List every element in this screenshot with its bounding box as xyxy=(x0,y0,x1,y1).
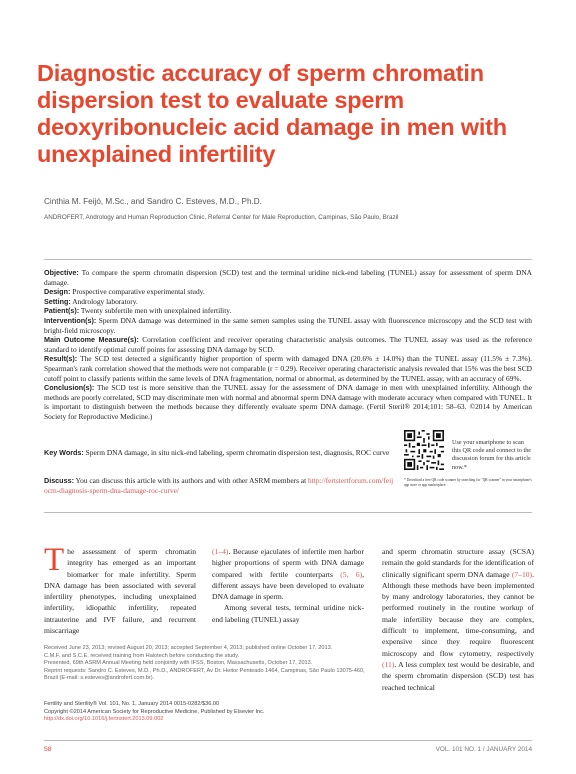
keywords-text: Sperm DNA damage, in situ nick-end labeling, sperm chromatin dispersion test, diagnosis, ROC curve xyxy=(85,448,390,457)
design-label: Design: xyxy=(44,287,71,297)
page-number: 58 xyxy=(44,746,52,753)
setting-label: Setting: xyxy=(44,296,71,306)
footnote-reprint: Reprint requests: Sandro C. Esteves, M.D., Ph.D., ANDROFERT, Av Dr. Heitor Penteado 1464, Campinas, São Paulo 13075-460, Brazil (E-mail: s.esteves@androfert.com.br). xyxy=(44,667,365,681)
keywords xyxy=(44,448,399,458)
article-footnotes xyxy=(44,645,366,683)
footer-rule xyxy=(44,740,532,741)
body-col3-text: and sperm chromatin structure assay (SCSA) remain the gold standards for the identification of clinically significant sperm DNA damage xyxy=(382,547,534,579)
abstract xyxy=(44,268,532,422)
doi-link[interactable]: http://dx.doi.org/10.1016/j.fertnstert.2013.09.002 xyxy=(44,716,164,723)
setting-text: Andrology laboratory. xyxy=(72,296,138,306)
citation[interactable]: (7–10) xyxy=(511,569,533,579)
journal-copyright: Copyright ©2014 American Society for Reproductive Medicine, Published by Elsevier Inc. xyxy=(44,708,265,715)
body-column-1 xyxy=(44,546,196,636)
results-text: The SCD test detected a significantly higher proportion of sperm with damaged DNA (20.6% ± 14.0%) than the TUNEL assay (11.5% ± 7.3%). Spearman's rank correlation showed that the methods were not comparable (r = 0.29). Receiver operating characteristic analysis revealed that 15% was the best SCD cutoff point to classify patients within the same levels of DNA fragmentation, normal or abnormal, as determined by the TUNEL assay, with an accuracy of 69%. xyxy=(44,354,532,383)
qr-caption: Use your smartphone to scan this QR code and connect to the discussion forum for this article now.* xyxy=(452,439,532,471)
design-text: Prospective comparative experimental study. xyxy=(72,287,205,297)
objective-text: To compare the sperm chromatin dispersion (SCD) test and the terminal uridine nick-end labeling (TUNEL) assay for assessment of sperm DNA damage. xyxy=(44,268,532,287)
conclusions-label: Conclusion(s): xyxy=(44,383,95,393)
article-title: Diagnostic accuracy of sperm chromatin dispersion test to evaluate sperm deoxyribonucleic acid damage in men with unexplained infertility xyxy=(37,60,507,167)
affiliation: ANDROFERT, Andrology and Human Reproduction Clinic, Referral Center for Male Reproduction, Campinas, São Paulo, Brazil xyxy=(44,214,399,221)
footnote-received: Received June 23, 2013; revised August 20, 2013; accepted September 4, 2013; published online October 17, 2013. xyxy=(44,645,333,651)
qr-footnote: * Download a free QR code scanner by searching for "QR scanner" in your smartphone's app store or app marketplace. xyxy=(404,478,532,487)
body-column-3 xyxy=(382,546,534,693)
citation[interactable]: (11) xyxy=(382,659,395,669)
outcome-text: Correlation coefficient and receiver operating characteristic analysis outcomes. The TUNEL assay was used as the reference standard to identify optimal cutoff points for assessing DNA damage by SCD. xyxy=(44,335,532,354)
citation[interactable]: (1–4) xyxy=(212,547,229,556)
patients-label: Patient(s): xyxy=(44,306,80,316)
drop-cap: T xyxy=(44,546,65,578)
footnote-training: C.M.F. and S.C.E. received training from Halotech before conducting the study. xyxy=(44,652,240,659)
body-col3-text-b: . Although these methods have been implemented by many andrology laboratories, they cannot be performed routinely in the routine workup of male infertility because they are complex, difficult to implement, time-consuming, and expensive since they require fluorescent microscopy and flow cytometry, respectively xyxy=(382,569,534,658)
issue-info: VOL. 101 NO. 1 / JANUARY 2014 xyxy=(435,746,532,753)
journal-citation: Fertility and Sterility® Vol. 101, No. 1, January 2014 0015-0282/$36.00 xyxy=(44,701,220,707)
interventions-text: Sperm DNA damage was determined in the same semen samples using the TUNEL assay with fluorescence microscopy and the SCD test with bright-field microscopy. xyxy=(44,315,532,335)
keywords-label: Key Words: xyxy=(44,448,84,457)
body-col2-text-b: , different assays have been developed to evaluate DNA damage in sperm. xyxy=(212,569,365,602)
results-label: Result(s): xyxy=(44,354,78,364)
abstract-top-rule xyxy=(44,259,532,260)
authors: Cinthia M. Feijó, M.Sc., and Sandro C. Esteves, M.D., Ph.D. xyxy=(44,197,262,206)
body-column-2 xyxy=(212,546,364,625)
citation[interactable]: (5, 6) xyxy=(340,569,363,579)
body-col3-text-c: . A less complex test would be desirable, and the sperm chromatin dispersion (SCD) test has reached technical xyxy=(382,659,534,692)
footnote-presented: Presented, 69th ASRM Annual Meeting held conjointly with IFSS, Boston, Massachusetts, October 17, 2013. xyxy=(44,660,313,666)
abstract-bottom-rule xyxy=(44,512,532,513)
conclusions-text: The SCD test is more sensitive than the TUNEL assay for the assessment of DNA damage in men with unexplained infertility. Although the methods are poorly correlated, SCD may discriminate men with normal and abnormal sperm DNA damage with moderate accuracy when compared with TUNEL. It is important to distinguish between the methods because they differently evaluate sperm DNA damage. (Fertil Steril® 2014;101: 58–63. ©2014 by American Society for Reproductive Medicine.) xyxy=(44,383,532,421)
discuss-block xyxy=(44,476,394,495)
objective-label: Objective: xyxy=(44,268,79,277)
discuss-link[interactable]: http://fertstertforum.com/feijocm-diagnosis-sperm-dna-damage-roc-curve/ xyxy=(44,476,394,495)
interventions-label: Intervention(s): xyxy=(44,315,97,325)
body-col1-text: he assessment of sperm chromatin integrity has emerged as an important biomarker for male infertility. Sperm DNA damage has been associated with several infertility phenotypes, including unexplained infertility, idiopathic infertility, repeated intrauterine and IVF failure, and recurrent miscarriage xyxy=(44,547,196,636)
patients-text: Twenty subfertile men with unexplained infertility. xyxy=(80,306,232,316)
discuss-text: You can discuss this article with its authors and with other ASRM members at xyxy=(75,476,307,485)
body-col2-p2: Among several tests, terminal uridine nick-end labeling (TUNEL) assay xyxy=(212,603,364,624)
body-col2-text: . Because ejaculates of infertile men harbor higher proportions of sperm with DNA damage compared with fertile counterparts xyxy=(212,547,364,579)
qr-code[interactable] xyxy=(404,430,444,470)
discuss-label: Discuss: xyxy=(44,476,74,485)
journal-info xyxy=(44,701,366,724)
outcome-label: Main Outcome Measure(s): xyxy=(44,335,139,345)
